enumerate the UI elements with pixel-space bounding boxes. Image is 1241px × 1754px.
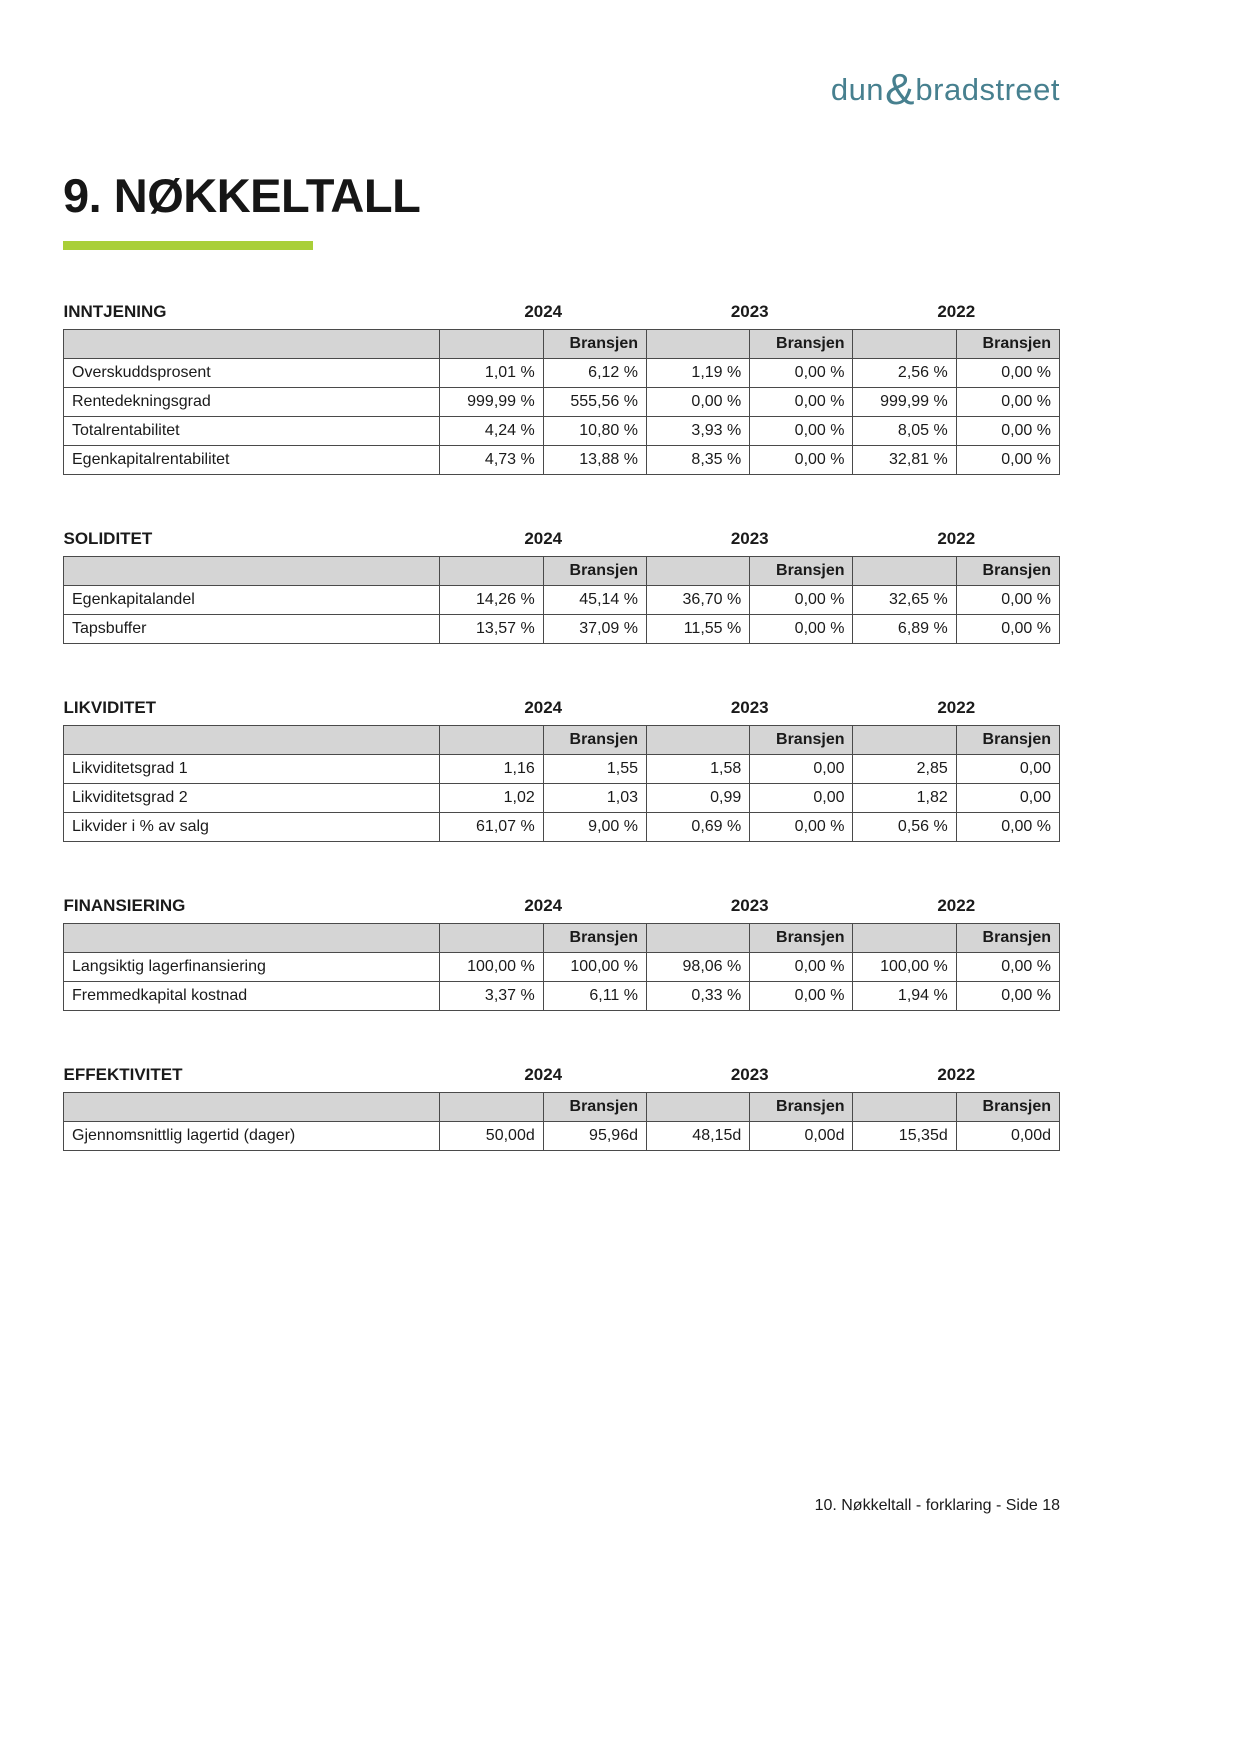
cell-value: 2,56 %	[853, 359, 956, 388]
row-label: Egenkapitalandel	[64, 586, 440, 615]
cell-value: 0,00 %	[956, 615, 1059, 644]
cell-value: 100,00 %	[440, 953, 543, 982]
cell-value: 0,00 %	[750, 982, 853, 1011]
cell-value: 0,00	[956, 755, 1059, 784]
title-underline	[63, 241, 313, 250]
year-label: 2023	[730, 896, 769, 915]
cell-value: 0,00	[750, 784, 853, 813]
empty-header-cell	[440, 330, 543, 359]
bransjen-header: Bransjen	[750, 557, 853, 586]
cell-value: 0,00d	[956, 1122, 1059, 1151]
bransjen-header: Bransjen	[543, 726, 646, 755]
empty-header-cell	[853, 557, 956, 586]
cell-value: 9,00 %	[543, 813, 646, 842]
cell-value: 1,55	[543, 755, 646, 784]
cell-value: 61,07 %	[440, 813, 543, 842]
row-label: Gjennomsnittlig lagertid (dager)	[64, 1122, 440, 1151]
cell-value: 0,00 %	[956, 953, 1059, 982]
empty-header-cell	[646, 557, 749, 586]
cell-value: 0,00 %	[750, 388, 853, 417]
cell-value: 0,00 %	[956, 586, 1059, 615]
cell-value: 14,26 %	[440, 586, 543, 615]
cell-value: 45,14 %	[543, 586, 646, 615]
cell-value: 0,00 %	[750, 953, 853, 982]
section-title: EFFEKTIVITET	[63, 1065, 183, 1084]
page-content	[63, 0, 1060, 1205]
bransjen-header-row	[64, 557, 1060, 586]
cell-value: 1,03	[543, 784, 646, 813]
cell-value: 50,00d	[440, 1122, 543, 1151]
table-likviditet	[63, 698, 1060, 842]
table-row	[64, 755, 1060, 784]
cell-value: 1,16	[440, 755, 543, 784]
bransjen-header-row	[64, 924, 1060, 953]
cell-value: 0,00 %	[750, 615, 853, 644]
section-likviditet	[63, 698, 1060, 842]
logo-word-bradstreet: bradstreet	[915, 72, 1060, 107]
year-label: 2022	[937, 302, 976, 321]
cell-value: 98,06 %	[646, 953, 749, 982]
cell-value: 0,00 %	[750, 446, 853, 475]
table-row	[64, 813, 1060, 842]
cell-value: 6,89 %	[853, 615, 956, 644]
cell-value: 999,99 %	[440, 388, 543, 417]
empty-header-cell	[853, 330, 956, 359]
cell-value: 95,96d	[543, 1122, 646, 1151]
row-label: Rentedekningsgrad	[64, 388, 440, 417]
empty-header-cell	[440, 557, 543, 586]
row-label: Likviditetsgrad 2	[64, 784, 440, 813]
bransjen-header: Bransjen	[956, 726, 1059, 755]
cell-value: 0,00 %	[750, 417, 853, 446]
cell-value: 13,57 %	[440, 615, 543, 644]
cell-value: 0,00 %	[956, 982, 1059, 1011]
cell-value: 4,73 %	[440, 446, 543, 475]
cell-value: 0,00	[750, 755, 853, 784]
cell-value: 32,65 %	[853, 586, 956, 615]
bransjen-header-row	[64, 726, 1060, 755]
row-label: Likviditetsgrad 1	[64, 755, 440, 784]
bransjen-header: Bransjen	[543, 1093, 646, 1122]
cell-value: 0,00 %	[646, 388, 749, 417]
table-row	[64, 615, 1060, 644]
cell-value: 3,93 %	[646, 417, 749, 446]
cell-value: 0,56 %	[853, 813, 956, 842]
cell-value: 37,09 %	[543, 615, 646, 644]
year-label: 2022	[937, 529, 976, 548]
cell-value: 999,99 %	[853, 388, 956, 417]
year-label: 2022	[937, 1065, 976, 1084]
empty-header-cell	[646, 1093, 749, 1122]
logo-word-dun: dun	[830, 72, 885, 107]
table-row	[64, 784, 1060, 813]
bransjen-header: Bransjen	[956, 1093, 1059, 1122]
year-label: 2022	[937, 698, 976, 717]
bransjen-header: Bransjen	[956, 924, 1059, 953]
section-title: FINANSIERING	[63, 896, 186, 915]
cell-value: 555,56 %	[543, 388, 646, 417]
logo-ampersand-icon: &	[885, 65, 915, 114]
row-label: Likvider i % av salg	[64, 813, 440, 842]
cell-value: 11,55 %	[646, 615, 749, 644]
row-label: Langsiktig lagerfinansiering	[64, 953, 440, 982]
cell-value: 8,35 %	[646, 446, 749, 475]
cell-value: 0,00 %	[956, 417, 1059, 446]
empty-header-cell	[64, 1093, 440, 1122]
cell-value: 10,80 %	[543, 417, 646, 446]
empty-header-cell	[853, 726, 956, 755]
cell-value: 0,00 %	[750, 359, 853, 388]
row-label: Tapsbuffer	[64, 615, 440, 644]
tables	[63, 302, 1060, 1151]
bransjen-header: Bransjen	[956, 557, 1059, 586]
cell-value: 2,85	[853, 755, 956, 784]
year-label: 2024	[524, 896, 563, 915]
empty-header-cell	[646, 924, 749, 953]
year-label: 2023	[730, 302, 769, 321]
row-label: Totalrentabilitet	[64, 417, 440, 446]
empty-header-cell	[440, 726, 543, 755]
bransjen-header: Bransjen	[750, 330, 853, 359]
table-row	[64, 417, 1060, 446]
table-row	[64, 953, 1060, 982]
empty-header-cell	[64, 924, 440, 953]
empty-header-cell	[64, 330, 440, 359]
table-row	[64, 586, 1060, 615]
year-label: 2023	[730, 698, 769, 717]
bransjen-header: Bransjen	[543, 557, 646, 586]
cell-value: 0,00 %	[956, 813, 1059, 842]
empty-header-cell	[853, 924, 956, 953]
cell-value: 0,00 %	[956, 359, 1059, 388]
table-effektivitet	[63, 1065, 1060, 1151]
table-inntjening	[63, 302, 1060, 475]
cell-value: 1,82	[853, 784, 956, 813]
table-row	[64, 982, 1060, 1011]
cell-value: 0,33 %	[646, 982, 749, 1011]
bransjen-header: Bransjen	[750, 924, 853, 953]
empty-header-cell	[646, 330, 749, 359]
year-header-row	[64, 529, 1060, 557]
page-footer: 10. Nøkkeltall - forklaring - Side 18	[814, 1497, 1060, 1514]
empty-header-cell	[646, 726, 749, 755]
cell-value: 8,05 %	[853, 417, 956, 446]
empty-header-cell	[853, 1093, 956, 1122]
table-row	[64, 446, 1060, 475]
cell-value: 0,00	[956, 784, 1059, 813]
table-finansiering	[63, 896, 1060, 1011]
section-title: SOLIDITET	[63, 529, 153, 548]
cell-value: 1,19 %	[646, 359, 749, 388]
cell-value: 100,00 %	[853, 953, 956, 982]
year-label: 2024	[524, 1065, 563, 1084]
cell-value: 3,37 %	[440, 982, 543, 1011]
year-label: 2023	[730, 1065, 769, 1084]
page-title: 9. NØKKELTALL	[63, 169, 421, 222]
year-label: 2024	[524, 698, 563, 717]
year-header-row	[64, 896, 1060, 924]
cell-value: 0,00d	[750, 1122, 853, 1151]
section-soliditet	[63, 529, 1060, 644]
table-row	[64, 388, 1060, 417]
cell-value: 32,81 %	[853, 446, 956, 475]
year-label: 2023	[730, 529, 769, 548]
section-title: INNTJENING	[63, 302, 167, 321]
row-label: Overskuddsprosent	[64, 359, 440, 388]
empty-header-cell	[440, 1093, 543, 1122]
cell-value: 1,94 %	[853, 982, 956, 1011]
bransjen-header-row	[64, 1093, 1060, 1122]
bransjen-header: Bransjen	[750, 1093, 853, 1122]
cell-value: 0,00 %	[956, 388, 1059, 417]
bransjen-header: Bransjen	[543, 924, 646, 953]
year-header-row	[64, 1065, 1060, 1093]
year-header-row	[64, 698, 1060, 726]
section-finansiering	[63, 896, 1060, 1011]
cell-value: 13,88 %	[543, 446, 646, 475]
cell-value: 0,00 %	[750, 586, 853, 615]
cell-value: 0,99	[646, 784, 749, 813]
bransjen-header-row	[64, 330, 1060, 359]
cell-value: 0,00 %	[956, 446, 1059, 475]
cell-value: 48,15d	[646, 1122, 749, 1151]
year-label: 2022	[937, 896, 976, 915]
bransjen-header: Bransjen	[956, 330, 1059, 359]
cell-value: 1,01 %	[440, 359, 543, 388]
row-label: Fremmedkapital kostnad	[64, 982, 440, 1011]
cell-value: 1,02	[440, 784, 543, 813]
cell-value: 4,24 %	[440, 417, 543, 446]
cell-value: 6,12 %	[543, 359, 646, 388]
table-row	[64, 359, 1060, 388]
section-inntjening	[63, 302, 1060, 475]
empty-header-cell	[64, 726, 440, 755]
bransjen-header: Bransjen	[543, 330, 646, 359]
row-label: Egenkapitalrentabilitet	[64, 446, 440, 475]
table-row	[64, 1122, 1060, 1151]
cell-value: 15,35d	[853, 1122, 956, 1151]
section-title: LIKVIDITET	[63, 698, 157, 717]
section-effektivitet	[63, 1065, 1060, 1151]
cell-value: 0,69 %	[646, 813, 749, 842]
table-soliditet	[63, 529, 1060, 644]
cell-value: 36,70 %	[646, 586, 749, 615]
year-label: 2024	[524, 529, 563, 548]
cell-value: 100,00 %	[543, 953, 646, 982]
year-label: 2024	[524, 302, 563, 321]
empty-header-cell	[440, 924, 543, 953]
cell-value: 6,11 %	[543, 982, 646, 1011]
year-header-row	[64, 302, 1060, 330]
bransjen-header: Bransjen	[750, 726, 853, 755]
cell-value: 1,58	[646, 755, 749, 784]
empty-header-cell	[64, 557, 440, 586]
cell-value: 0,00 %	[750, 813, 853, 842]
dun-bradstreet-logo	[63, 65, 1060, 114]
